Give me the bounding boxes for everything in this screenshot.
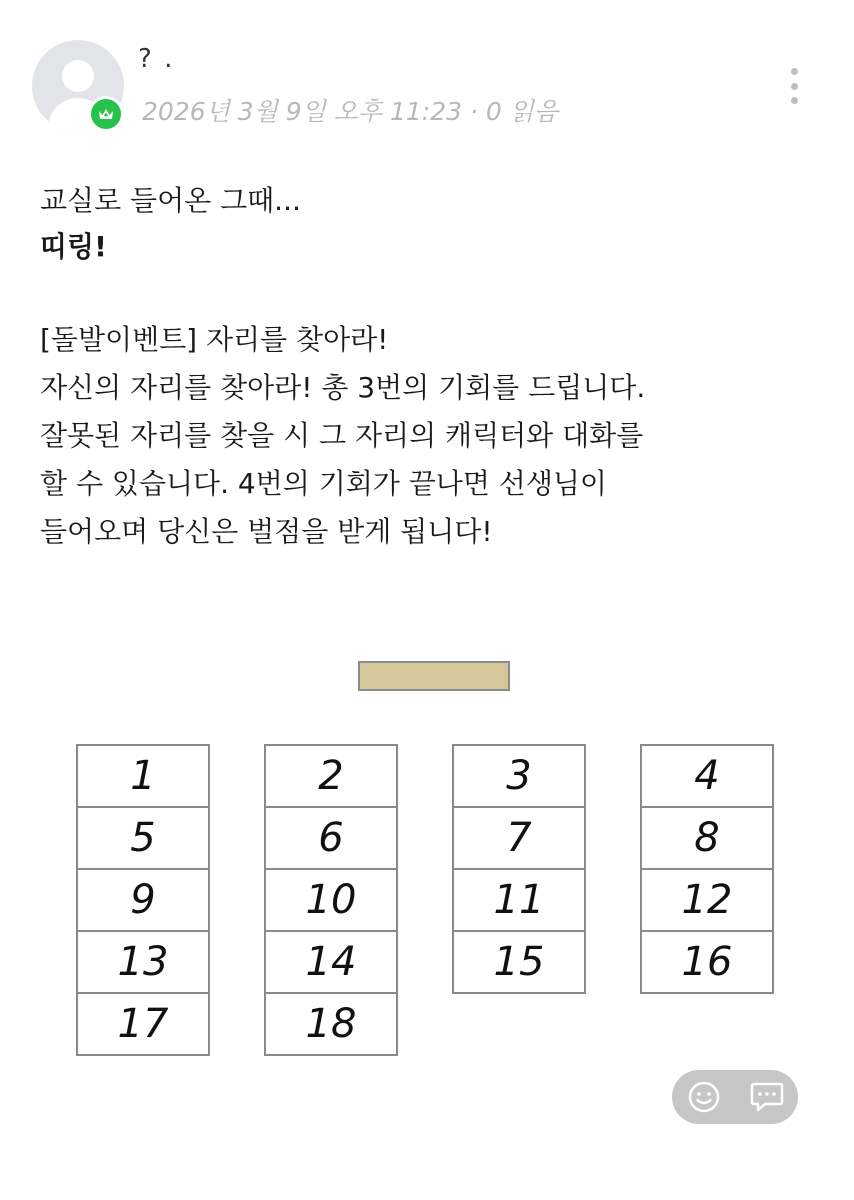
smiley-icon[interactable]: [684, 1077, 724, 1117]
author-name[interactable]: ? .: [138, 44, 175, 74]
seat[interactable]: 3: [452, 744, 586, 808]
seat[interactable]: 4: [640, 744, 774, 808]
seat-column-4: [640, 744, 774, 994]
post-meta: [142, 92, 558, 128]
teacher-desk: [358, 661, 510, 691]
seat[interactable]: 18: [264, 992, 398, 1056]
read-count: 0 읽음: [485, 97, 559, 126]
notice-line: 들어오며 당신은 벌점을 받게 됩니다!: [40, 515, 493, 548]
notice-line: 잘못된 자리를 찾을 시 그 자리의 캐릭터와 대화를: [40, 419, 644, 452]
seat[interactable]: 1: [76, 744, 210, 808]
seat[interactable]: 11: [452, 868, 586, 932]
meta-separator: ·: [469, 97, 478, 126]
seat-column-1: [76, 744, 210, 1056]
notice-line: [돌발이벤트] 자리를 찾아라!: [40, 323, 389, 356]
more-vertical-icon[interactable]: [782, 68, 806, 104]
comment-icon[interactable]: [747, 1077, 787, 1117]
notice-line: 자신의 자리를 찾아라! 총 3번의 기회를 드립니다.: [40, 371, 646, 404]
seat[interactable]: 7: [452, 806, 586, 870]
post-header: [0, 0, 854, 150]
avatar-head: [62, 60, 94, 92]
seat[interactable]: 13: [76, 930, 210, 994]
seat[interactable]: 15: [452, 930, 586, 994]
seat[interactable]: 10: [264, 868, 398, 932]
post-body: [40, 178, 830, 556]
seat[interactable]: 12: [640, 868, 774, 932]
notice-line: 할 수 있습니다. 4번의 기회가 끝나면 선생님이: [40, 467, 607, 500]
event-notice: [40, 316, 830, 556]
seating-chart: [0, 640, 854, 1100]
seat[interactable]: 2: [264, 744, 398, 808]
seat[interactable]: 5: [76, 806, 210, 870]
seat-column-2: [264, 744, 398, 1056]
post-date: 2026년 3월 9일 오후 11:23: [142, 97, 463, 126]
seat[interactable]: 9: [76, 868, 210, 932]
seat-column-3: [452, 744, 586, 994]
intro-line: 교실로 들어온 그때...: [40, 184, 301, 217]
seat[interactable]: 8: [640, 806, 774, 870]
seat[interactable]: 17: [76, 992, 210, 1056]
seat[interactable]: 6: [264, 806, 398, 870]
alert-line: 띠링!: [40, 230, 107, 263]
seat[interactable]: 16: [640, 930, 774, 994]
floating-action-bar: [672, 1070, 798, 1124]
seat[interactable]: 14: [264, 930, 398, 994]
crown-icon: [88, 96, 124, 132]
